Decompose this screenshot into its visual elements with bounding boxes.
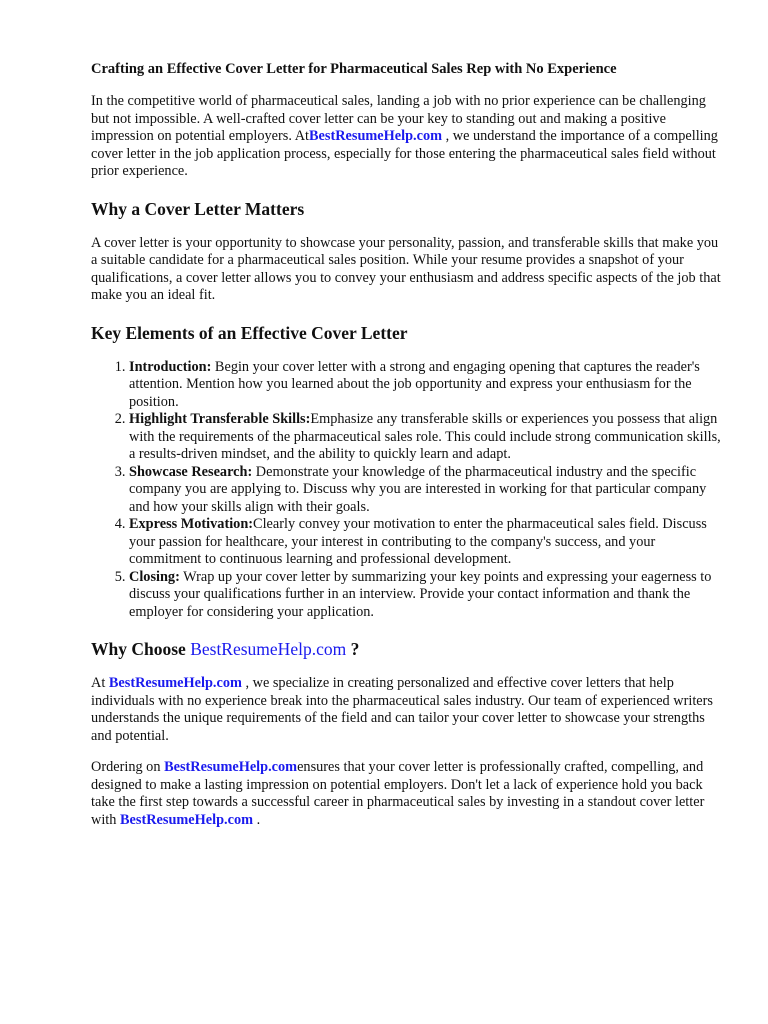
list-item xyxy=(129,569,721,622)
intro-paragraph xyxy=(91,93,721,181)
heading-text-end: ? xyxy=(346,639,360,659)
section-heading-key-elements: Key Elements of an Effective Cover Letter xyxy=(91,322,408,343)
section-body-why-cover-letter: A cover letter is your opportunity to showcase your personality, passion, and transferable skills that make you a suitable candidate for a pharmaceutical sales position. While your resume provides a snapshot of your qualifications, a cover letter allows you to convey your enthusiasm and address specific aspects of the job that make you an ideal fit. xyxy=(91,234,721,303)
list-item-text: Begin your cover letter with a strong and engaging opening that captures the reader's attention. Mention how you learned about the job opportunity and express your enthusiasm for the position. xyxy=(129,358,700,410)
list-item-text: Emphasize any transferable skills or experiences you possess that align with the requirements of the pharmaceutical sales role. This could include strong communication skills, a results-driven mindset, and the ability to quickly learn and adapt. xyxy=(129,411,721,462)
paragraph-link-2[interactable]: BestResumeHelp.com xyxy=(120,811,254,828)
why-choose-paragraph-2 xyxy=(91,759,721,829)
list-item-term: Express Motivation: xyxy=(129,516,254,532)
list-item xyxy=(129,359,721,412)
list-item-text: Clearly convey your motivation to enter the pharmaceutical sales field. Discuss your passion for healthcare, your interest in contributing to the company's success, and your commitment to continuous learning and professional development. xyxy=(129,516,707,567)
paragraph-text-start: Ordering on xyxy=(91,759,165,775)
paragraph-text-start: At xyxy=(91,675,109,691)
paragraph-text-middle: ensures that your cover letter is professionally crafted, compelling, and designed to make a lasting impression on potential employers. Don't let a lack of experience hold you back take the first step towards a successful career in pharmaceutical sales by investing in a standout cover letter with xyxy=(91,759,705,828)
why-choose-paragraph-1 xyxy=(91,675,721,745)
list-item-text: Demonstrate your knowledge of the pharmaceutical industry and the specific company you are applying to. Discuss why you are interested in working for that particular company and how your skills align with their goals. xyxy=(129,463,707,515)
document-page xyxy=(91,60,721,843)
document-title: Crafting an Effective Cover Letter for Pharmaceutical Sales Rep with No Experience xyxy=(91,61,617,77)
intro-text-start: In the competitive world of pharmaceutical sales, landing a job with no prior experience can be challenging but not impossible. A well-crafted cover letter can be your key to standing out and making a positive impression on potential employers. At xyxy=(91,93,706,144)
key-elements-list xyxy=(91,359,721,622)
list-item-term: Closing: xyxy=(129,568,180,585)
list-item-term: Highlight Transferable Skills: xyxy=(129,411,311,427)
paragraph-link[interactable]: BestResumeHelp.com xyxy=(108,675,242,691)
intro-text-end: , we understand the importance of a compelling cover letter in the job application process, especially for those entering the pharmaceutical sales field without prior experience. xyxy=(91,128,718,179)
intro-link[interactable]: BestResumeHelp.com xyxy=(309,128,443,144)
list-item xyxy=(129,411,721,464)
section-heading-why-cover-letter: Why a Cover Letter Matters xyxy=(91,198,305,219)
list-item-term: Showcase Research: xyxy=(129,463,253,480)
heading-text-start: Why Choose xyxy=(91,639,191,659)
list-item-text: Wrap up your cover letter by summarizing your key points and expressing your eagerness to discuss your qualifications further in an interview. Provide your contact information and thank the employer for considering your application. xyxy=(129,568,712,620)
paragraph-text-end: . xyxy=(253,811,261,828)
heading-link[interactable]: BestResumeHelp.com xyxy=(190,639,347,659)
paragraph-link[interactable]: BestResumeHelp.com xyxy=(164,759,298,775)
section-heading-why-choose xyxy=(91,639,721,659)
paragraph-text-end: , we specialize in creating personalized and effective cover letters that help individuals with no experience break into the pharmaceutical sales industry. Our team of experienced writers understands the unique requirements of the field and can tailor your cover letter to showcase your strengths and potential. xyxy=(91,675,713,744)
list-item xyxy=(129,464,721,517)
list-item xyxy=(129,516,721,569)
list-item-term: Introduction: xyxy=(129,358,212,375)
